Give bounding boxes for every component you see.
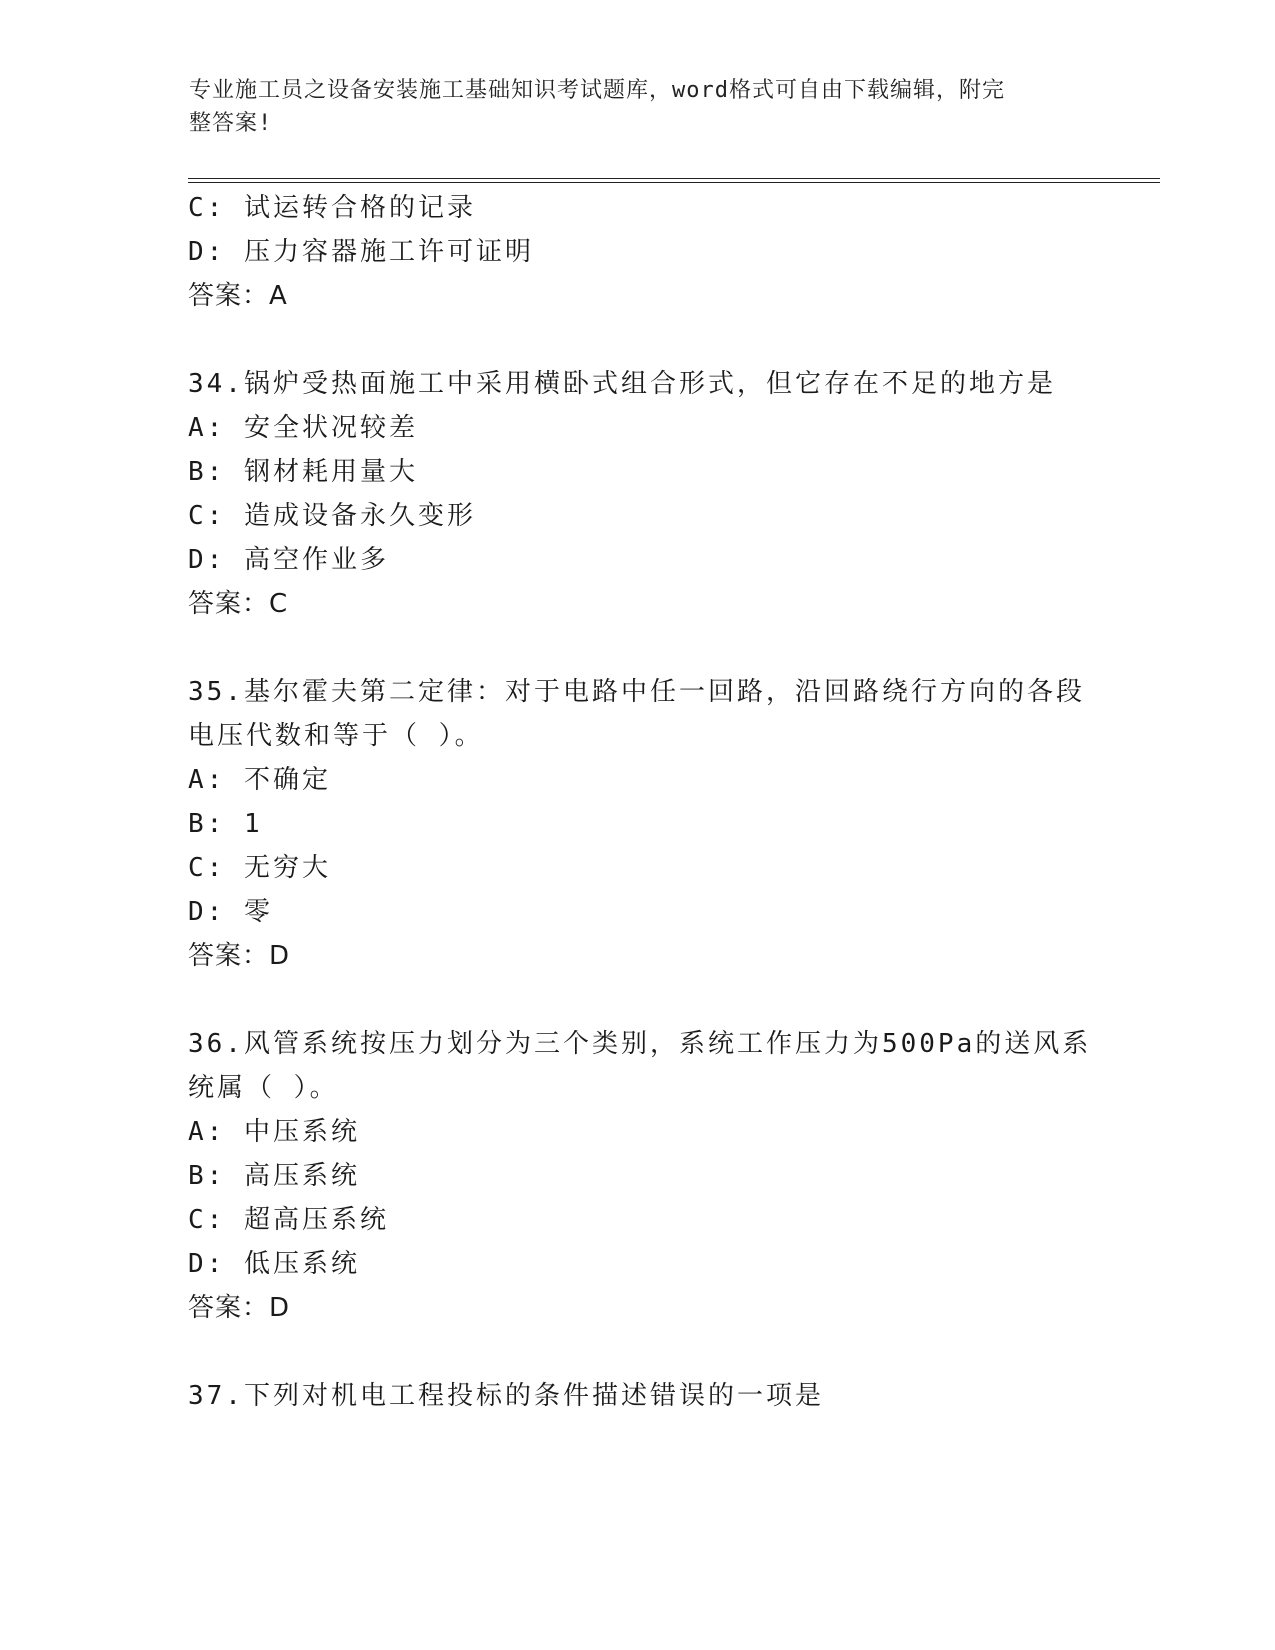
- q34-option-d: D: 高空作业多: [188, 545, 389, 575]
- q35-answer: 答案：D: [188, 941, 291, 971]
- q36-stem-line-2: 统属（ ）。: [188, 1073, 339, 1103]
- q34-option-c: C: 造成设备永久变形: [188, 501, 476, 531]
- header-divider-top: [188, 178, 1160, 179]
- q34-answer: 答案：C: [188, 589, 289, 619]
- q36-option-a: A: 中压系统: [188, 1117, 360, 1147]
- q34-option-a: A: 安全状况较差: [188, 413, 418, 443]
- q35-option-d: D: 零: [188, 897, 273, 927]
- document-header: [189, 74, 1089, 140]
- q33-option-c: C: 试运转合格的记录: [188, 193, 476, 223]
- q34-option-b: B: 钢材耗用量大: [188, 457, 418, 487]
- q36-option-c: C: 超高压系统: [188, 1205, 389, 1235]
- header-line-1: 专业施工员之设备安装施工基础知识考试题库，word格式可自由下载编辑，附完: [189, 78, 1005, 103]
- q36-answer: 答案：D: [188, 1293, 291, 1323]
- q34-stem: 34.锅炉受热面施工中采用横卧式组合形式，但它存在不足的地方是: [188, 369, 1056, 399]
- header-line-2: 整答案!: [189, 111, 273, 136]
- q35-option-c: C: 无穷大: [188, 853, 331, 883]
- q35-option-b: B: 1: [188, 809, 263, 839]
- q36-stem-line-1: 36.风管系统按压力划分为三个类别，系统工作压力为500Pa的送风系: [188, 1029, 1092, 1059]
- q33-option-d: D: 压力容器施工许可证明: [188, 237, 534, 267]
- q33-answer: 答案：A: [188, 281, 288, 311]
- q35-stem-line-2: 电压代数和等于（ ）。: [188, 721, 484, 751]
- header-divider-bottom: [188, 182, 1160, 183]
- q35-option-a: A: 不确定: [188, 765, 331, 795]
- q36-option-d: D: 低压系统: [188, 1249, 360, 1279]
- q36-option-b: B: 高压系统: [188, 1161, 360, 1191]
- q35-stem-line-1: 35.基尔霍夫第二定律：对于电路中任一回路，沿回路绕行方向的各段: [188, 677, 1085, 707]
- q37-stem: 37.下列对机电工程投标的条件描述错误的一项是: [188, 1381, 824, 1411]
